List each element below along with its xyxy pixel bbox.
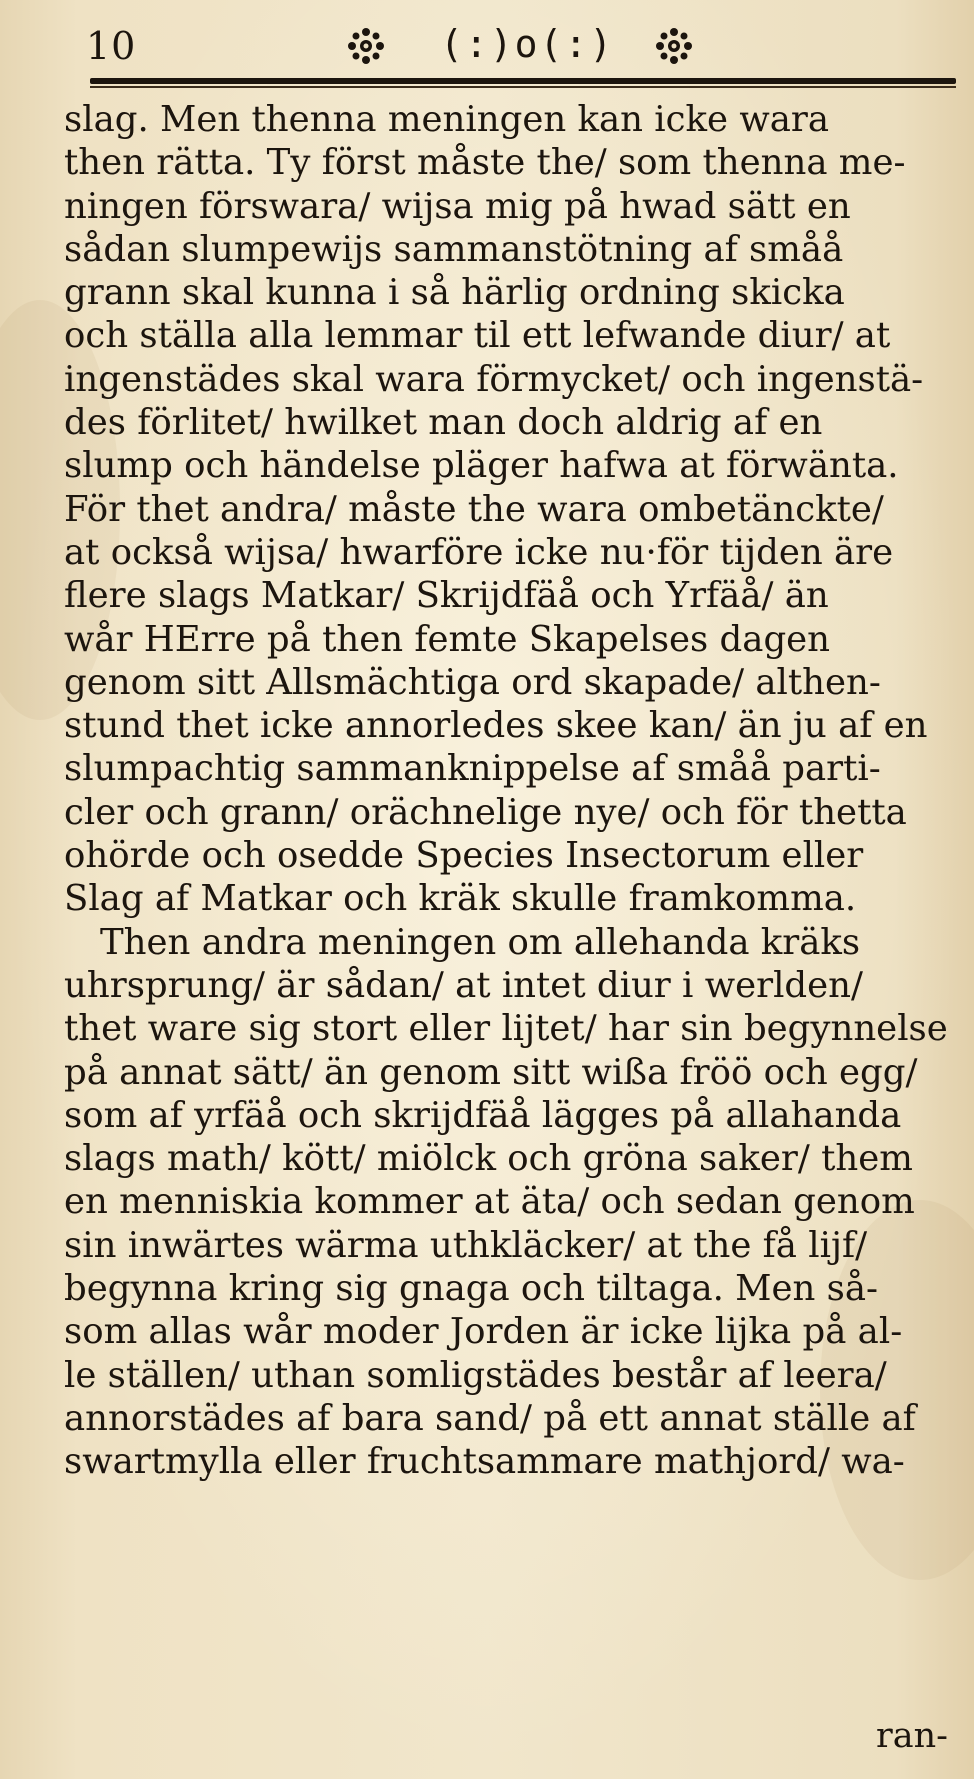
text-line: sådan slumpewijs sammanstötning af småå <box>64 228 844 270</box>
text-line: then rätta. Ty först måste the/ som thenna me- <box>64 142 906 184</box>
text-line: swartmylla eller fruchtsammare mathjord/ wa- <box>64 1441 905 1483</box>
paragraph-start-line: Then andra meningen om allehanda kräks <box>100 921 861 963</box>
text-line: cler och grann/ orächnelige nye/ och för thetta <box>64 791 907 833</box>
text-line: begynna kring sig gnaga och tiltaga. Men så- <box>64 1268 879 1310</box>
catchword: ran- <box>876 1716 948 1756</box>
text-line: Slag af Matkar och kräk skulle framkomma. <box>64 878 857 920</box>
text-line: stund thet icke annorledes skee kan/ än ju af en <box>64 705 928 747</box>
text-line: le ställen/ uthan somligstädes består af leera/ <box>64 1354 887 1396</box>
text-line: wår HErre på then femte Skapelses dagen <box>64 618 831 660</box>
text-line: thet ware sig stort eller lijtet/ har sin begynnelse <box>64 1008 948 1050</box>
text-line: slags math/ kött/ miölck och gröna saker/ them <box>64 1138 913 1180</box>
text-line: För thet andra/ måste the wara ombetänckte/ <box>64 488 884 530</box>
header-ornament-text: (:)o(:) <box>440 22 615 66</box>
text-line: annorstädes af bara sand/ på ett annat ställe af <box>64 1397 916 1439</box>
running-header <box>78 18 958 78</box>
text-line: ingenstädes skal wara förmycket/ och ingenstä- <box>64 358 924 400</box>
header-rule <box>90 78 956 84</box>
text-line: slumpachtig sammanknippelse af småå parti- <box>64 748 881 790</box>
text-line: slump och händelse pläger hafwa at förwänta. <box>64 445 899 487</box>
text-line: ningen förswara/ wijsa mig på hwad sätt en <box>64 185 851 227</box>
text-line: ohörde och osedde Species Insectorum eller <box>64 835 864 877</box>
text-line: grann skal kunna i så härlig ordning skicka <box>64 272 845 314</box>
text-line: på annat sätt/ än genom sitt wißa fröö och egg/ <box>64 1051 918 1093</box>
flower-ornament-icon <box>346 26 386 66</box>
text-line: en menniskia kommer at äta/ och sedan genom <box>64 1181 915 1223</box>
text-line: flere slags Matkar/ Skrijdfäå och Yrfäå/ än <box>64 575 829 617</box>
text-line: genom sitt Allsmächtiga ord skapade/ althen- <box>64 661 881 703</box>
text-line: och ställa alla lemmar til ett lefwande diur/ at <box>64 315 891 357</box>
text-line: sin inwärtes wärma uthkläcker/ at the få lijf/ <box>64 1224 868 1266</box>
text-line: som af yrfäå och skrijdfäå lägges på allahanda <box>64 1094 902 1136</box>
page-number: 10 <box>86 24 137 68</box>
text-line: uhrsprung/ är sådan/ at intet diur i werlden/ <box>64 964 863 1006</box>
text-line: at också wijsa/ hwarföre icke nu·för tijden äre <box>64 531 894 573</box>
header-rule-thin <box>90 86 956 88</box>
text-line: slag. Men thenna meningen kan icke wara <box>64 99 830 140</box>
text-line: som allas wår moder Jorden är icke lijka på al- <box>64 1311 903 1353</box>
flower-ornament-icon <box>654 26 694 66</box>
body-text <box>64 98 956 1484</box>
text-line: des förlitet/ hwilket man doch aldrig af en <box>64 402 823 444</box>
